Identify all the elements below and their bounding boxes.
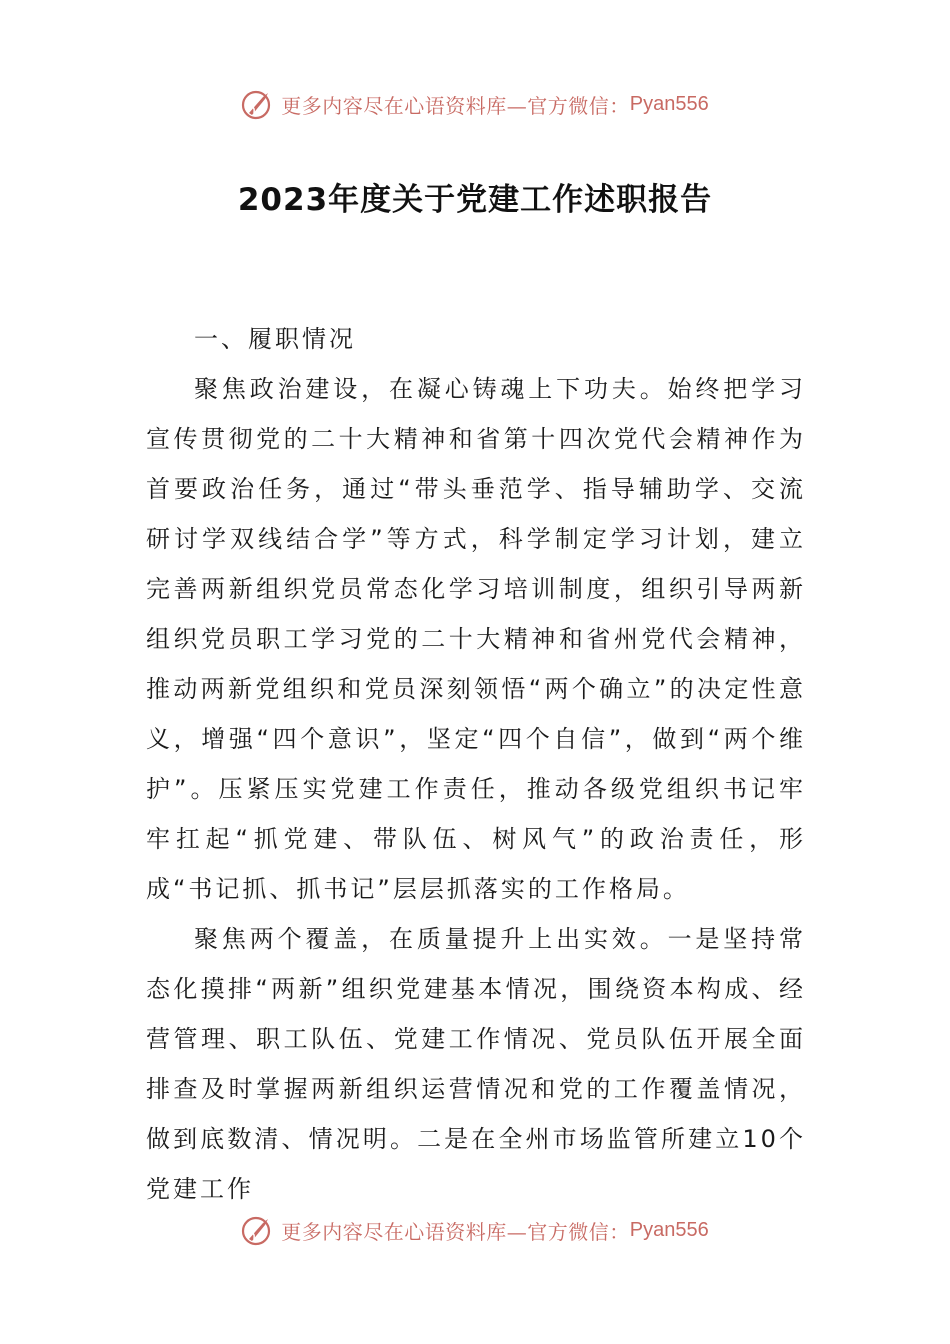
footer-banner-text: 更多内容尽在心语资料库—官方微信： [281,1219,630,1244]
footer-wechat-id: Pyan556 [629,1218,709,1241]
pen-nib-logo-icon [241,87,275,121]
header-banner-text: 更多内容尽在心语资料库—官方微信： [281,93,630,118]
header-watermark-banner [0,84,950,124]
section-heading: 一、履职情况 [194,325,356,353]
document-title: 2023年度关于党建工作述职报告 [237,182,713,218]
paragraph-political-building: 聚焦政治建设，在凝心铸魂上下功夫。始终把学习宣传贯彻党的二十大精神和省第十四次党代会精神作为首要政治任务，通过“带头垂范学、指导辅助学、交流研讨学双线结合学”等方式，科学制定学习计划，建立完善两新组织党员常态化学习培训制度，组织引导两新组织党员职工学习党的二十大精神和省州党代会精神，推动两新党组织和党员深刻领悟“两个确立”的决定性意义，增强“四个意识”，坚定“四个自信”，做到“两个维护”。压紧压实党建工作责任，推动各级党组织书记牢牢扛起“抓党建、带队伍、树风气”的政治责任，形成“书记抓、抓书记”层层抓落实的工作格局。 [146,375,806,903]
pen-nib-logo-icon [241,1213,275,1247]
header-wechat-id: Pyan556 [629,92,709,115]
document-body [146,314,806,1214]
paragraph-two-coverage: 聚焦两个覆盖，在质量提升上出实效。一是坚持常态化摸排“两新”组织党建基本情况，围绕资本构成、经营管理、职工队伍、党建工作情况、党员队伍开展全面排查及时掌握两新组织运营情况和党的工作覆盖情况，做到底数清、情况明。二是在全州市场监管所建立10个党建工作 [146,925,806,1203]
footer-watermark-banner [0,1210,950,1250]
